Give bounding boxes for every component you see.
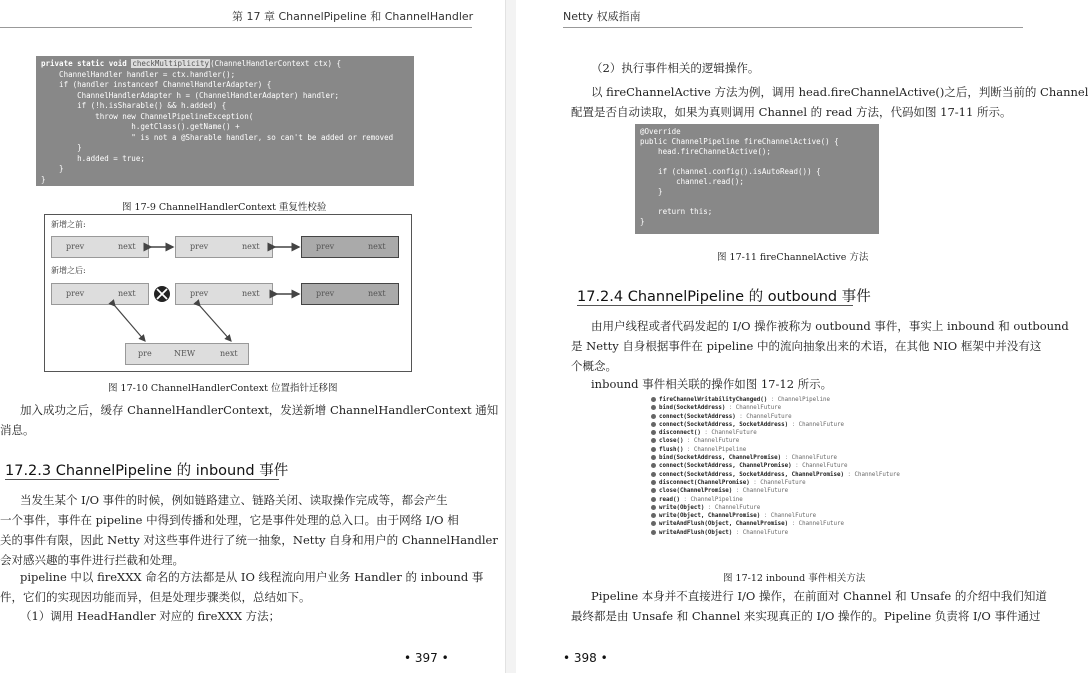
prev-label: prev [316, 289, 335, 298]
running-header: Netty 权威指南 [563, 10, 641, 23]
section-heading: 17.2.4 ChannelPipeline 的 outbound 事件 [577, 289, 871, 305]
code-text: private static void [41, 59, 132, 68]
method-return-type: ChannelFuture [693, 438, 740, 445]
prev-label: prev [66, 242, 85, 251]
separator: : [767, 397, 778, 403]
method-icon [651, 488, 656, 493]
code-line [41, 133, 409, 144]
link-arrow-left [115, 306, 145, 341]
code-line: return this; [640, 207, 713, 216]
method-return-type: ChannelFuture [742, 529, 789, 536]
method-icon [651, 497, 656, 502]
section-rule [577, 305, 853, 306]
method-item [651, 413, 900, 421]
separator: : [760, 513, 771, 520]
pointer-migration-diagram [44, 214, 412, 372]
method-icon [651, 472, 656, 477]
method-icon [651, 422, 656, 427]
method-icon [651, 463, 656, 468]
after-label: 新增之后: [51, 266, 86, 275]
next-label: next [368, 289, 386, 298]
separator: : [781, 455, 792, 462]
code-text: h.added = true; [41, 153, 145, 163]
prev-label: prev [190, 289, 209, 298]
method-signature: writeAndFlush(Object) [659, 529, 733, 536]
method-signature: bind(SocketAddress, ChannelPromise) [659, 455, 782, 462]
paragraph-added [0, 400, 499, 440]
right-page [515, 0, 1088, 673]
step-1: （1）调用 HeadHandler 对应的 fireXXX 方法； [20, 609, 281, 623]
text-line: 会对感兴趣的事件进行拦截和处理。 [0, 553, 184, 567]
method-item [651, 404, 900, 412]
prev-label: prev [190, 242, 209, 251]
link-arrow-right [200, 306, 231, 341]
method-return-type: ChannelPipeline [693, 446, 747, 453]
method-signature: close(ChannelPromise) [659, 488, 733, 495]
separator: : [791, 463, 803, 470]
text-line: 件，它们的实现因功能而异，但是处理步骤类似，总结如下。 [0, 590, 311, 604]
text-line: 最终都是由 Unsafe 和 Channel 来实现真正的 I/O 操作的。Pipeline 负责将 I/O 事件通过 [571, 609, 1041, 623]
method-signature: bind(SocketAddress) [659, 405, 726, 412]
text-line: 配置是否自动读取，如果为真则调用 Channel 的 read 方法，代码如图 17-11 所示。 [571, 105, 1012, 119]
method-signature: write(Object, ChannelPromise) [659, 513, 761, 520]
text-line: Pipeline 本身并不直接进行 I/O 操作，在前面对 Channel 和 Unsafe 的介绍中我们知道 [591, 589, 1047, 603]
method-item [651, 520, 900, 528]
method-icon [651, 405, 656, 410]
next-label: next [118, 289, 136, 298]
next-label: next [242, 242, 260, 251]
method-list [651, 396, 900, 537]
method-return-type: ChannelFuture [854, 471, 900, 478]
figure-caption: 图 17-9 ChannelHandlerContext 重复性校验 [122, 202, 327, 213]
code-line [41, 101, 409, 112]
code-block-check-multiplicity [36, 56, 414, 186]
figure-caption: 图 17-12 inbound 事件相关方法 [723, 573, 866, 584]
paragraph-methods-intro: inbound 事件相关联的操作如图 17-12 所示。 [591, 377, 833, 391]
code-text: } [41, 174, 46, 184]
method-return-type: ChannelFuture [711, 430, 757, 437]
separator: : [683, 446, 694, 453]
broken-link-icon [154, 286, 170, 302]
section-heading: 17.2.3 ChannelPipeline 的 inbound 事件 [5, 463, 289, 479]
method-return-type: ChannelFuture [802, 463, 848, 470]
new-prev-label: pre [138, 349, 152, 358]
code-line: } [640, 217, 645, 226]
method-signature: connect(SocketAddress, ChannelPromise) [659, 463, 792, 470]
section-rule [5, 479, 279, 480]
method-return-type: ChannelFuture [798, 421, 844, 428]
code-line [41, 80, 409, 91]
method-item [651, 496, 900, 504]
method-return-type: ChannelPipeline [690, 496, 743, 503]
code-text: ChannelHandlerAdapter h = (ChannelHandlerAdapter) handler; [41, 90, 340, 100]
diagram-arrows [45, 215, 411, 371]
running-header: 第 17 章 ChannelPipeline 和 ChannelHandler [232, 10, 474, 23]
code-text: " is not a @Sharable handler, so can't be added or removed [41, 132, 394, 142]
code-text: throw new ChannelPipelineException( [41, 111, 254, 121]
step-2: （2）执行事件相关的逻辑操作。 [591, 61, 760, 75]
method-signature: writeAndFlush(Object, ChannelPromise) [659, 521, 789, 528]
method-icon [651, 530, 656, 535]
text-line: 一个事件，事件在 pipeline 中得到传播和处理，它是事件处理的总入口。由于网络 I/O 相 [0, 513, 459, 527]
left-page [0, 0, 505, 673]
code-line [41, 112, 409, 123]
method-signature: write(Object) [659, 504, 705, 511]
method-return-type: ChannelFuture [760, 479, 806, 486]
code-text: h.getClass().getName() + [41, 122, 240, 131]
method-item [651, 437, 900, 445]
code-line [41, 91, 409, 102]
code-line: channel.read(); [640, 177, 744, 186]
code-line [41, 164, 409, 175]
figure-caption: 图 17-11 fireChannelActive 方法 [717, 252, 869, 263]
code-text: } [41, 164, 64, 173]
method-icon [651, 455, 656, 460]
method-return-type: ChannelPipeline [777, 397, 831, 403]
method-return-type: ChannelFuture [770, 513, 817, 520]
method-return-type: ChannelFuture [791, 455, 838, 462]
code-highlight: checkMultiplicity [132, 59, 210, 68]
separator: : [725, 405, 736, 412]
code-text: if (!h.isSharable() && h.added) { [41, 101, 227, 110]
separator: : [732, 488, 743, 495]
code-line [640, 157, 874, 167]
method-icon [651, 430, 656, 435]
text-line: 当发生某个 I/O 事件的时候，例如链路建立、链路关闭、读取操作完成等，都会产生 [20, 493, 448, 507]
header-rule [0, 27, 472, 28]
method-signature: connect(SocketAddress, SocketAddress) [659, 421, 789, 428]
figure-caption: 图 17-10 ChannelHandlerContext 位置指针迁移图 [108, 383, 338, 394]
header-rule [563, 27, 1023, 28]
method-return-type: ChannelFuture [714, 504, 761, 511]
method-item [651, 454, 900, 462]
before-label: 新增之前: [51, 220, 86, 229]
separator: : [788, 521, 799, 528]
method-icon [651, 414, 656, 419]
paragraph-outbound [571, 316, 1069, 376]
separator: : [679, 496, 691, 503]
code-line: if (channel.config().isAutoRead()) { [640, 167, 821, 176]
paragraph-firexxx [0, 567, 483, 607]
next-label: next [242, 289, 260, 298]
code-text: if (handler instanceof ChannelHandlerAdapter) { [41, 80, 272, 89]
method-item [651, 421, 900, 429]
text-line: 加入成功之后，缓存 ChannelHandlerContext，发送新增 ChannelHandlerContext 通知 [20, 403, 499, 417]
paragraph-inbound [0, 490, 498, 570]
method-item [651, 512, 900, 520]
method-signature: disconnect() [659, 430, 701, 437]
prev-label: prev [316, 242, 335, 251]
separator: : [735, 413, 747, 420]
code-block-fire-channel-active [635, 124, 879, 234]
text-line: 消息。 [0, 423, 35, 437]
method-return-type: ChannelFuture [798, 521, 844, 528]
method-icon [651, 397, 656, 402]
text-line: 个概念。 [571, 359, 617, 373]
separator: : [843, 471, 855, 478]
code-line [41, 154, 409, 165]
method-item [651, 462, 900, 470]
text-line: 是 Netty 自身根据事件在 pipeline 中的流向抽象出来的术语，在其他 NIO 框架中并没有这 [571, 339, 1042, 353]
text-line: 由用户线程或者代码发起的 I/O 操作被称为 outbound 事件，事实上 inbound 和 outbound [591, 319, 1069, 333]
code-line: public ChannelPipeline fireChannelActive() { [640, 137, 839, 146]
method-icon [651, 521, 656, 526]
separator: : [732, 529, 743, 536]
code-line [640, 197, 874, 207]
method-signature: flush() [659, 446, 684, 453]
code-text: (ChannelHandlerContext ctx) { [210, 59, 342, 68]
text-line: 关的事件有限，因此 Netty 对这些事件进行了统一抽象，Netty 自身和用户的 ChannelHandler [0, 533, 498, 547]
method-item [651, 487, 900, 495]
code-text: } [41, 143, 82, 152]
paragraph-pipeline [571, 586, 1047, 626]
method-signature: read() [659, 496, 680, 503]
separator: : [749, 479, 761, 486]
method-item [651, 429, 900, 437]
separator: : [683, 438, 694, 445]
method-item [651, 504, 900, 512]
code-line [41, 122, 409, 133]
method-icon [651, 438, 656, 443]
method-item [651, 479, 900, 487]
method-return-type: ChannelFuture [746, 413, 792, 420]
method-return-type: ChannelFuture [742, 488, 789, 495]
method-icon [651, 447, 656, 452]
method-signature: close() [659, 438, 684, 445]
method-item [651, 529, 900, 537]
code-line [41, 59, 409, 70]
separator: : [700, 430, 712, 437]
new-next-label: next [220, 349, 238, 358]
method-signature: connect(SocketAddress) [659, 413, 736, 420]
prev-label: prev [66, 289, 85, 298]
method-return-type: ChannelFuture [735, 405, 782, 412]
method-signature: disconnect(ChannelPromise) [659, 479, 750, 486]
text-line: 以 fireChannelActive 方法为例，调用 head.fireChannelActive()之后，判断当前的 Channel [591, 85, 1088, 99]
code-line: @Override [640, 127, 681, 136]
method-icon [651, 480, 656, 485]
code-text: ChannelHandler handler = ctx.handler(); [41, 69, 236, 79]
method-item [651, 446, 900, 454]
next-label: next [118, 242, 136, 251]
code-line: } [640, 187, 663, 196]
text-line: pipeline 中以 fireXXX 命名的方法都是从 IO 线程流向用户业务 Handler 的 inbound 事 [20, 570, 484, 584]
page-number: • 397 • [404, 651, 449, 665]
separator: : [788, 421, 799, 428]
method-item [651, 471, 900, 479]
new-label: NEW [174, 349, 196, 358]
method-signature: connect(SocketAddress, SocketAddress, ChannelPromise) [659, 471, 844, 478]
method-item [651, 396, 900, 404]
paragraph-fire-active [571, 82, 1088, 122]
code-line [41, 175, 409, 186]
code-line [41, 143, 409, 154]
method-signature: fireChannelWritabilityChanged() [659, 397, 768, 403]
code-line [41, 70, 409, 81]
next-label: next [368, 242, 386, 251]
method-icon [651, 513, 656, 518]
page-number: • 398 • [563, 651, 608, 665]
method-icon [651, 505, 656, 510]
separator: : [704, 504, 715, 511]
code-line: head.fireChannelActive(); [640, 147, 771, 156]
